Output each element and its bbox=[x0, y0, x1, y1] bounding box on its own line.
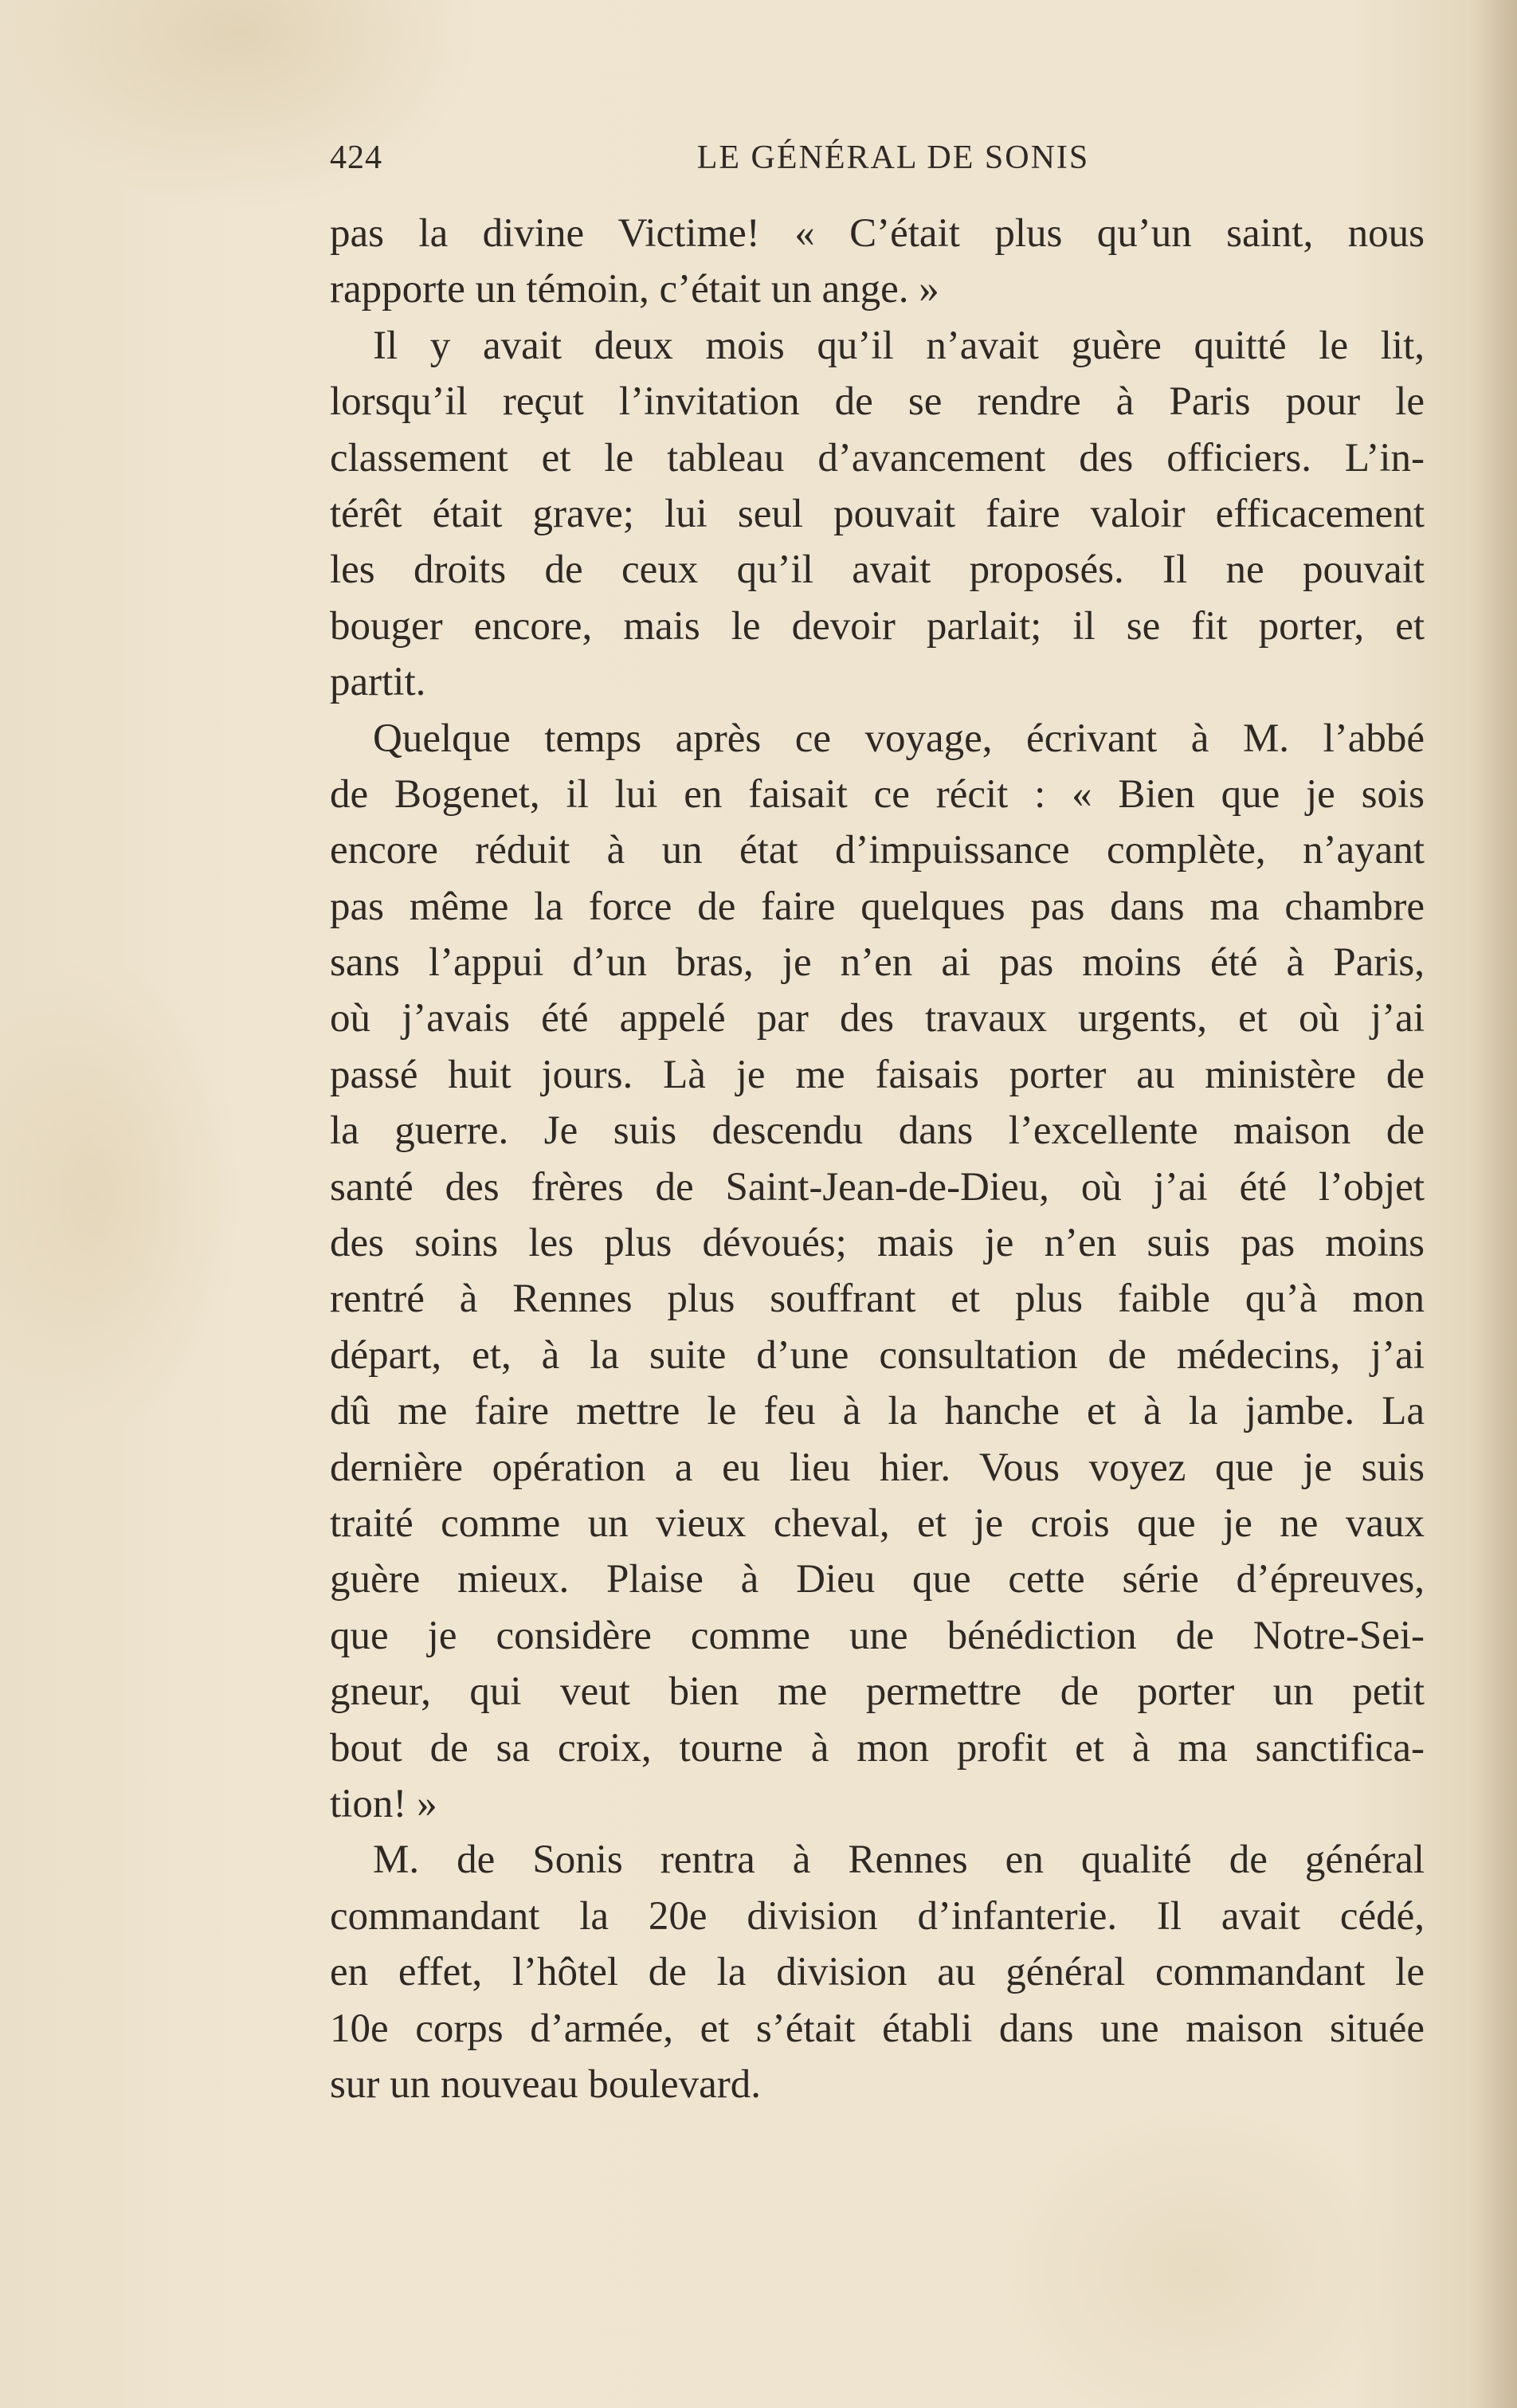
text-line: tion! » bbox=[330, 1781, 437, 1826]
text-line: encore réduit à un état d’impuissance complète, n’ayant bbox=[330, 828, 1425, 873]
text-line: où j’avais été appelé par des travaux urgents, et où j’ai bbox=[330, 996, 1425, 1041]
text-line: dû me faire mettre le feu à la hanche et à la jambe. La bbox=[330, 1389, 1425, 1434]
text-line: santé des frères de Saint-Jean-de-Dieu, où j’ai été l’objet bbox=[330, 1164, 1425, 1210]
text-line: 10e corps d’armée, et s’était établi dans une maison située bbox=[330, 2006, 1425, 2051]
text-line: de Bogenet, il lui en faisait ce récit : « Bien que je sois bbox=[330, 771, 1425, 817]
text-line: bout de sa croix, tourne à mon profit et à ma sanctifica- bbox=[330, 1725, 1425, 1771]
text-line: traité comme un vieux cheval, et je crois que je ne vaux bbox=[330, 1500, 1425, 1546]
text-line: sur un nouveau boulevard. bbox=[330, 2061, 762, 2107]
page-header bbox=[330, 134, 1425, 182]
text-line: des soins les plus dévoués; mais je n’en suis pas moins bbox=[330, 1221, 1425, 1266]
paragraph-first-line: M. de Sonis rentra à Rennes en qualité de général bbox=[373, 1837, 1425, 1883]
text-line: sans l’appui d’un bras, je n’en ai pas moins été à Paris, bbox=[330, 940, 1425, 986]
paragraph-first-line: Il y avait deux mois qu’il n’avait guère quitté le lit, bbox=[373, 323, 1425, 368]
page-number: 424 bbox=[330, 139, 382, 176]
text-line: gneur, qui veut bien me permettre de porter un petit bbox=[330, 1669, 1425, 1715]
text-line: pas la divine Victime! « C’était plus qu’un saint, nous bbox=[330, 211, 1425, 256]
text-line: rentré à Rennes plus souffrant et plus faible qu’à mon bbox=[330, 1277, 1425, 1322]
text-line: partit. bbox=[330, 660, 426, 705]
text-line: pas même la force de faire quelques pas dans ma chambre bbox=[330, 884, 1425, 929]
text-line: la guerre. Je suis descendu dans l’excellente maison de bbox=[330, 1108, 1425, 1154]
text-line: que je considère comme une bénédiction de Notre-Sei- bbox=[330, 1613, 1425, 1658]
text-line: lorsqu’il reçut l’invitation de se rendre à Paris pour le bbox=[330, 379, 1425, 425]
text-line: les droits de ceux qu’il avait proposés. Il ne pouvait bbox=[330, 547, 1425, 593]
text-line: rapporte un témoin, c’était un ange. » bbox=[330, 267, 939, 312]
text-line: classement et le tableau d’avancement des officiers. L’in- bbox=[330, 435, 1425, 480]
body-text bbox=[330, 206, 1425, 2112]
text-line: bouger encore, mais le devoir parlait; il se fit porter, et bbox=[330, 603, 1425, 649]
text-line: en effet, l’hôtel de la division au général commandant le bbox=[330, 1950, 1425, 1995]
text-line: dernière opération a eu lieu hier. Vous voyez que je suis bbox=[330, 1445, 1425, 1490]
page-gutter-shadow bbox=[1469, 0, 1517, 2408]
paragraph-first-line: Quelque temps après ce voyage, écrivant à M. l’abbé bbox=[373, 716, 1425, 761]
text-line: départ, et, à la suite d’une consultation de médecins, j’ai bbox=[330, 1332, 1425, 1378]
running-title: LE GÉNÉRAL DE SONIS bbox=[696, 139, 1090, 176]
text-line: passé huit jours. Là je me faisais porter au ministère de bbox=[330, 1052, 1425, 1097]
text-line: térêt était grave; lui seul pouvait faire valoir efficacement bbox=[330, 491, 1425, 536]
text-line: guère mieux. Plaise à Dieu que cette série d’épreuves, bbox=[330, 1557, 1425, 1602]
text-line: commandant la 20e division d’infanterie. Il avait cédé, bbox=[330, 1893, 1425, 1939]
